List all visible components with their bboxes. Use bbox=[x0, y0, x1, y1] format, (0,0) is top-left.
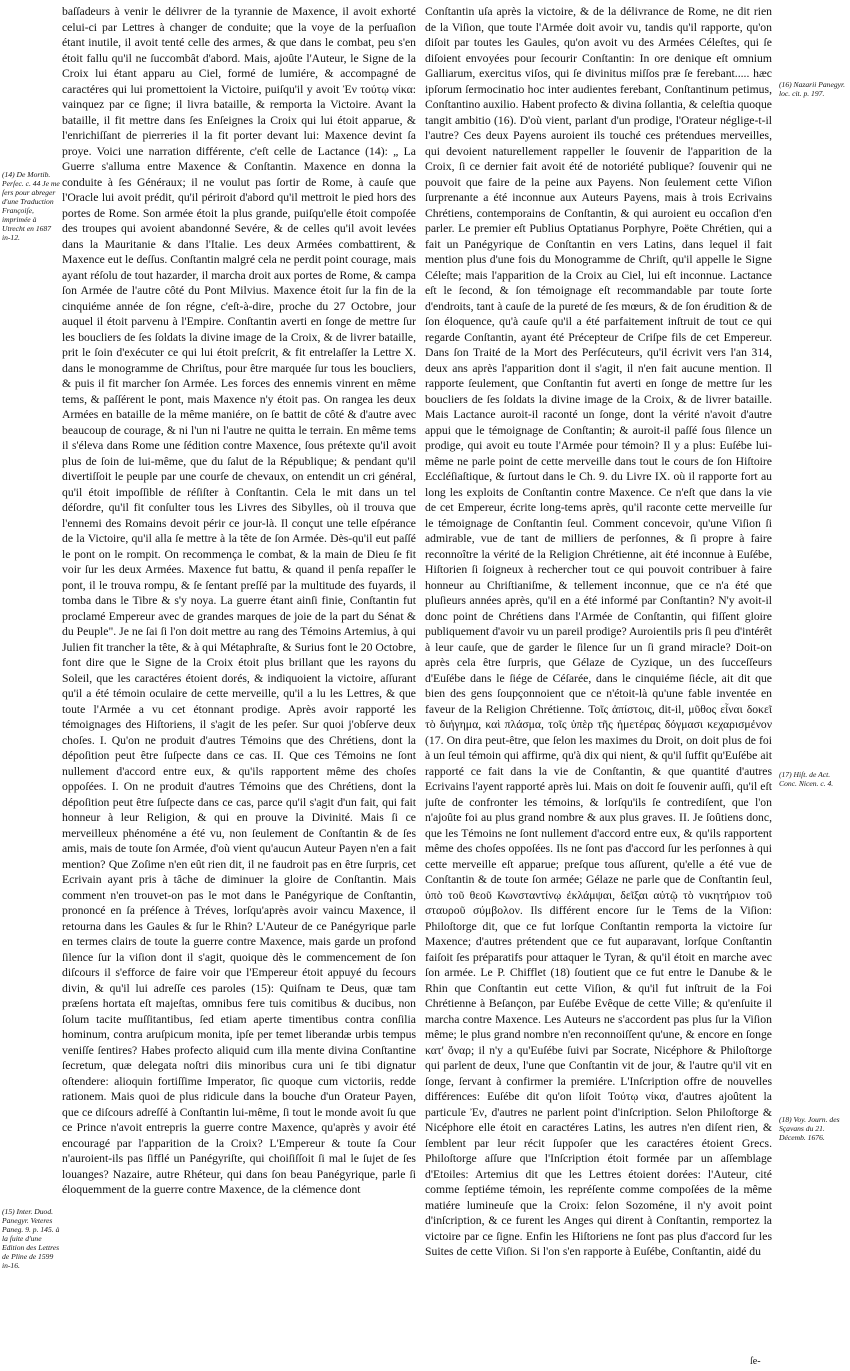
right-column-text: Conſtantin uſa après la victoire, & de la délivrance de Rome, ne dit rien de la Viſion, que toute l'Armée doit avoir vu, tandis qu'il rapporte, qu'on diſoit par toutes les Gaules, qu'on avoit vu des Armées Céleſtes, qui ſe diſoient envoyées pour ſecourir Conſtantin: In ore denique eſt omnium Galliarum, exercitus viſos, qui ſe divinitus miſſos præ ſe ferebant..... hæc ipſorum ſermocinatio hoc inter audientes ferebant, Conſtantinum petimus, Conſtantino auxilio. Habent profecto & divina ſollantia, & celeſtia quoque tangit ambitio (16). D'où vient, parlant d'un prodige, l'Orateur néglige-t-il l'autre? Ces deux Payens auroient ils touché ces prétendues merveilles, qui devoient naturellement rappeller le ſouvenir de l'apparition de la Croix, ſi ce dernier fait avoit été de notoriété publique? ſouvenir qui ne pouvoit que faire de la peine aux Payens. Non ſeulement cette Viſion ſurprenante a été inconnue aux Auteurs Payens, mais à trois Ecrivains Chrétiens, contemporains de Conſtantin, & qui auroient eu occaſion d'en parler. Le premier eſt Publius Optatianus Porphyre, Poëte Chrétien, qui a fait un Panégyrique de Conſtantin en vers Latins, dans lequel il fait mention plus d'une fois du Monogramme de Chriſt, qu'il appelle le Signe Céleſte; mais l'apparition de la Croix au Ciel, lui eſt inconnue. Lactance eſt le ſecond, & ſon témoignage eſt recommandable par toute ſorte d'endroits, tant à cauſe de la pureté de ſes mœurs, & de ſon érudition & de ſon éloquence, qu'à cauſe qu'il a été parfaitement inſtruit de tout ce qui regarde Conſtantin, ayant été Précepteur de Criſpe fils de cet Empereur. Dans ſon Traité de la Mort des Perſécuteurs, qu'il écrivit vers l'an 314, deux ans après l'apparition dont il s'agit, il n'en fait aucune mention. Il rapporte ſeulement, que Conſtantin fut averti en ſonge de mettre ſur les boucliers de ſes ſoldats la divine image de la Croix, & de livrer bataille. Mais Lactance auroit-il raconté un ſonge, dont la vérité n'avoit d'autre appui que le témoignage de Conſtantin; & auroit-il paſſé ſous ſilence un prodige, qui avoit eu toute l'Armée pour témoin? Il y a plus: Euſébe lui-même ne parle point de cette merveille dans tout le cours de ſon Hiſtoire Eccléſiaſtique, & ſurtout dans le Ch. 9. du Livre IX. où il rapporte fort au long les exploits de Conſtantin contre Maxence. Ce n'eſt que dans la vie de cet Empereur, écrite long-tems après, qu'il raconte cette merveille ſur le témoignage de Conſtantin ſeul. Comment concevoir, qu'une Viſion ſi admirable, vue de tant de milliers de perſonnes, & ſi propre à faire reconnoître la vérité de la Religion Chrétienne, ait été inconnue à Euſébe, Hiſtorien ſi ſoigneux à rechercher tout ce qui pouvoit contribuer à faire honneur au Chriſtianiſme, & tellement inconnue, que ce n'a été que pluſieurs années après, qu'il en a été informé par Conſtantin? N'y avoit-il donc point de Chrétiens dans l'Armée de Conſtantin, qui fiſſent gloire publiquement d'avoir vu un pareil prodige? Auroientils pris ſi peu d'intérêt à leur cauſe, que de garder le ſilence ſur un ſi grand miracle? Doit-on après cela être ſurpris, que Gélaze de Cyzique, un des ſucceſſeurs d'Euſébe dans le ſiége de Céſarée, dans le cinquiéme ſiécle, ait dit que bien des gens ſoupçonnoient que ce n'étoit-là qu'une fable inventée en faveur de la Religion Chrétienne. Τοῖς ἀπίστοις, dit-il, μῦθος εἶναι δοκεῖ τὸ διήγημα, καὶ πλάσμα, τοῖς ὑπὲρ τῆς ἡμετέρας δόγμασι κεχαρισμένον (17. On dira peut-être, que ſelon les maximes du Droit, on doit plus de foi à un ſeul témoin qui affirme, qu'à dix qui nient, & qu'il ſuffit qu'Euſébe ait rapporté ce fait dans la vie de Conſtantin, & que quantité d'autres Ecrivains l'ayent rapporté après lui. Mais on doit ſe ſouvenir auſſi, qu'il eſt juſte de confronter les témoins, & lorſqu'ils ſe contrediſent, que l'on n'ajoûte foi au plus grand nombre & aux plus graves. II. Je ſoûtiens donc, que les Témoins ne ſont nullement d'accord entre eux, & qu'ils rapportent même des choſes oppoſées. Ils ne ſont pas d'accord ſur les perſonnes à qui cette merveille eſt apparue; preſque tous aſſurent, qu'elle a été vue de Conſtantin & de toute ſon armée; Gélaze ne parle que de Conſtantin ſeul, ὑπὸ τοῦ θεοῦ Κωνσταντίνῳ ἐκλάμψαι, δεῖξαι αὐτῷ τὸ νικητήριον τοῦ σταυροῦ σύμβολον. Ils différent encore ſur le Tems de la Viſion: Philoſtorge dit, que ce fut lorſque Conſtantin remporta la victoire ſur Maxence; d'autres prétendent que ce fut auparavant, lorſque Conſtantin faiſoit ſes préparatifs pour attaquer le Tyran, & qu'il étoit en marche avec ſon armée. Le P. Chifflet (18) ſoutient que ce fut entre le Danube & le Rhin que Conſtantin eut cette Viſion, & qu'il fut inſtruit de la Foi Chrétienne à Beſançon, par Euſébe Evêque de cette Ville; & qu'enſuite il marcha contre Maxence. Les Auteurs ne s'accordent pas plus ſur la Viſion même; le plus grand nombre n'en reconnoiſſent qu'une, & encore en ſonge κατ' ὄναρ; il n'y a qu'Euſébe ſuivi par Socrate, Nicéphore & Philoſtorge qui parlent de deux, l'une que Conſtantin vit de jour, & l'autre qu'il vit en ſonge, ſervant à confirmer la premiére. L'Inſcription offre de nouvelles différences: Euſébe dit qu'on liſoit Τούτῳ νίκα, d'autres ajoûtent la particule Ἐν, d'autres ne parlent point d'inſcription. Selon Philoſtorge & Nicéphore elle étoit en caractéres Latins, les autres n'en diſent rien, & ſemblent par leur récit ſuppoſer que les caractéres étoient Grecs. Philoſtorge aſſure que l'Inſcription étoit formée par un aſſemblage d'Etoiles: Artemius dit que les Lettres étoient dorées: l'Auteur, cité comme ſeptiéme témoin, les repréſente comme compoſées de la même matiére lumineuſe que la Croix: ſelon Sozoméne, il n'y avoit point d'inſcription, & ce furent les Anges qui dirent à Conſtantin, remportez la victoire par ce ſigne. Enfin les Hiſtoriens ne ſont pas plus d'accord ſur les Suites de cette Viſion. Si l'on s'en rapporte à Euſébe, Conſtantin, aidé du bbox=[425, 5, 772, 1258]
margin-note-17: (17) Hiſt. de Act. Conc. Nicen. c. 4. bbox=[779, 770, 834, 788]
catchword: ſe- bbox=[750, 1356, 761, 1367]
left-column bbox=[62, 4, 416, 1366]
margin-note-16: (16) Nazarii Panegyr. loc. cit. p. 197. bbox=[779, 80, 846, 98]
left-column-text: baſſadeurs à venir le délivrer de la tyrannie de Maxence, il avoit exhorté celui-ci par Lettres à changer de conduite; que la voye de la perſuaſion étant inutile, il avoit tenté celle des armes, & que dans le combat, peu s'en étoit fallu qu'il ne ſuccombât d'abord. Mais, ajoûte l'Auteur, le Signe de la Croix lui étant apparu au Ciel, formé de lumiére, & accompagné de caractéres qui lui promettoient la Victoire, puiſqu'il y avoit Ἐν τούτῳ νίκα: vainquez par ce ſigne; il livra bataille, & remporta la Victoire. Avant la bataille, il fit mettre dans ſes Enſeignes la Croix qui lui étoit apparue, & l'enrichiſſant de pierreries il la fit porter devant lui: Maxence devint ſa proye. Voici une narration différente, c'eſt celle de Lactance (14): „ La Guerre s'alluma entre Maxence & Conſtantin. Maxence en donna la conduite à ſes Généraux; il ne voulut pas ſortir de Rome, à cauſe que l'Oracle lui avoit prédit, qu'il périroit d'abord qu'il mettroit le pied hors des portes de Rome. Son armée étoit la plus grande, puiſqu'elle étoit compoſée des troupes qui avoient abandonné Sevére, & de celles qu'il avoit levées dans la Mauritanie & dans l'Italie. Les deux Armées combattirent, & Maxence eut le deſſus. Conſtantin malgré cela ne perdit point courage, mais ayant réſolu de tout hazarder, il marcha droit aux portes de Rome, & campa ſon Armée de l'autre côté du Pont Milvius. Maxence étoit ſur la fin de la cinquiéme année de ſon régne, c'eſt-à-dire, proche du 27 Octobre, jour auquel il étoit parvenu à l'Empire. Conſtantin averti en ſonge de mettre ſur les boucliers de ſes ſoldats la divine image de la Croix, & de livrer bataille, prit le ſoin d'exécuter ce qui lui étoit preſcrit, & fit entrelaſſer la Lettre X. dans le monogramme de Chriſtus, pour être marquée ſur tous les boucliers, & puis il fit marcher ſon Armée. Les forces des ennemis vinrent en même tems, & paſſérent le pont, mais Maxence n'y étoit pas. On rangea les deux Armées en bataille de la même maniére, on ſe battit de côté & d'autre avec beaucoup de courage, & ni l'un ni l'autre ne quitta le terrain. En même tems il s'éleva dans Rome une ſédition contre Maxence, ſous prétexte qu'il avoit plus de ſoin de lui-même, que du ſalut de la République; & pendant qu'il divertiſſoit le peuple par une courſe de chevaux, on entendit un cri général, qu'il étoit impoſſible de réſiſter à Conſtantin. Cela le mit dans un tel déſordre, qu'il fit conſulter tous les Livres des Sibylles, où il trouva que l'ennemi des Romains devoit périr ce jour-là. Il conçut une telle eſpérance de la Victoire, qu'il alla ſe mettre à la tête de ſon Armée. Dès-qu'il eut paſſé le pont on le rompit. On recommença le combat, & la main de Dieu ſe fit voir ſur les deux Armées. Maxence fut battu, & quand il penſa repaſſer le pont, il le trouva rompu, & ſe ſentant preſſé par la multitude des fuyards, il tomba dans le Tibre & s'y noya. La guerre étant ainſi finie, Conſtantin fut proclamé Empereur avec de grandes marques de joie de la part du Sénat & du Peuple". Je ne ſai ſi l'on doit mettre au rang des Témoins Artemius, à qui Julien fit trancher la tête, & à qui Métaphraſte, & Surius font le 20 Octobre, font dire que le Signe de la Croix étoit plus brillant que les rayons du Soleil, que les caractéres étoient dorés, & indiquoient la victoire, aſſurant qu'il a été témoin oculaire de cette merveille, qu'il a lu les Lettres, & que toute l'Armée a vu cet étonnant prodige. Après avoir rapporté les témoignages des Hiſtoriens, il s'agit de les peſer. Sur quoi j'obſerve deux choſes. I. Qu'on ne produit d'autres Témoins que des Chrétiens, dont la dépoſition peut être ſuſpecte dans ce cas. II. Que ces Témoins ne ſont nullement d'accord entre eux, & qu'ils rapportent même des choſes oppoſées. I. On ne produit d'autres Témoins que des Chrétiens, dont la dépoſition peut être ſuſpecte dans ce cas, parce qu'il s'agit d'un fait, qui fait honneur à leur Religion, & qui en prouve la Divinité. Mais ſi ce merveilleux phénoméne a été vu, non ſeulement de Conſtantin & de ſes amis, mais de toute ſon Armée, d'où vient qu'aucun Auteur Payen n'en a fait mention? Que Zoſime n'en eût rien dit, il ne faudroit pas en être ſurpris, cet Ecrivain ayant pris à tâche de diminuer la gloire de Conſtantin. Mais comment n'en trouvet-on pas le mot dans le Panégyrique de Conſtantin, prononcé en ſa préſence à Tréves, lorſqu'après avoir vaincu Maxence, il retourna dans les Gaules & ſur le Rhin? L'Auteur de ce Panégyrique parle en termes clairs de toute la guerre contre Maxence, mais garde un profond ſilence ſur la viſion dont il s'agit, quoique dès le commencement de ſon diſcours il s'efforce de faire voir que l'Empereur étoit appuyé du ſecours divin, & qu'il lui adreſſe ces paroles (15): Quiſnam te Deus, quæ tam præſens hortata eſt majeſtas, omnibus fere tuis comitibus & ducibus, non ſolum tacite muſſitantibus, ſed etiam aperte timentibus contra conſilia hominum, contra aruſpicum monita, ipſe per temet liberandæ urbis tempus veniſſe ſentires? Habes profecto aliquid cum illa mente divina Conſtantine ſecretum, quæ delegata noſtri diis minoribus cura uni ſe tibi dignatur oſtendere: alioquin fortiſſime Imperator, ſic quoque cum victoriis, redde rationem. Mais quoi de plus ridicule dans la bouche d'un Orateur Payen, que ce diſcours adreſſé à Conſtantin lui-même, ſi tout le monde avoit ſu que ce Prince n'avoit entrepris la guerre contre Maxence, qu'après y avoir été encouragé par l'apparition de la Croix? L'Empereur & toute ſa Cour n'auroient-ils pas ſifflé un Panégyriſte, qui choiſiſſoit ſi mal le ſujet de ſes louanges? Nazaire, autre Rhéteur, qui dans ſon beau Panégyrique, parle ſi éloquemment de la guerre contre Maxence, de la clémence dont bbox=[62, 5, 416, 1196]
margin-note-15: (15) Inter. Duod. Panegyr. Veteres Paneg. 9. p. 145. à la ſuite d'une Edition des Lettres de Pline de 1599 in-16. bbox=[2, 1207, 60, 1270]
right-column bbox=[425, 4, 772, 1366]
margin-note-18: (18) Voy. Journ. des Sçavans du 21. Décemb. 1676. bbox=[779, 1115, 840, 1142]
margin-note-14: (14) De Mortib. Perſec. c. 44 Je me ſers pour abreger d'une Traduction Françoiſe, imprimée à Utrecht en 1687 in-12. bbox=[2, 170, 60, 242]
